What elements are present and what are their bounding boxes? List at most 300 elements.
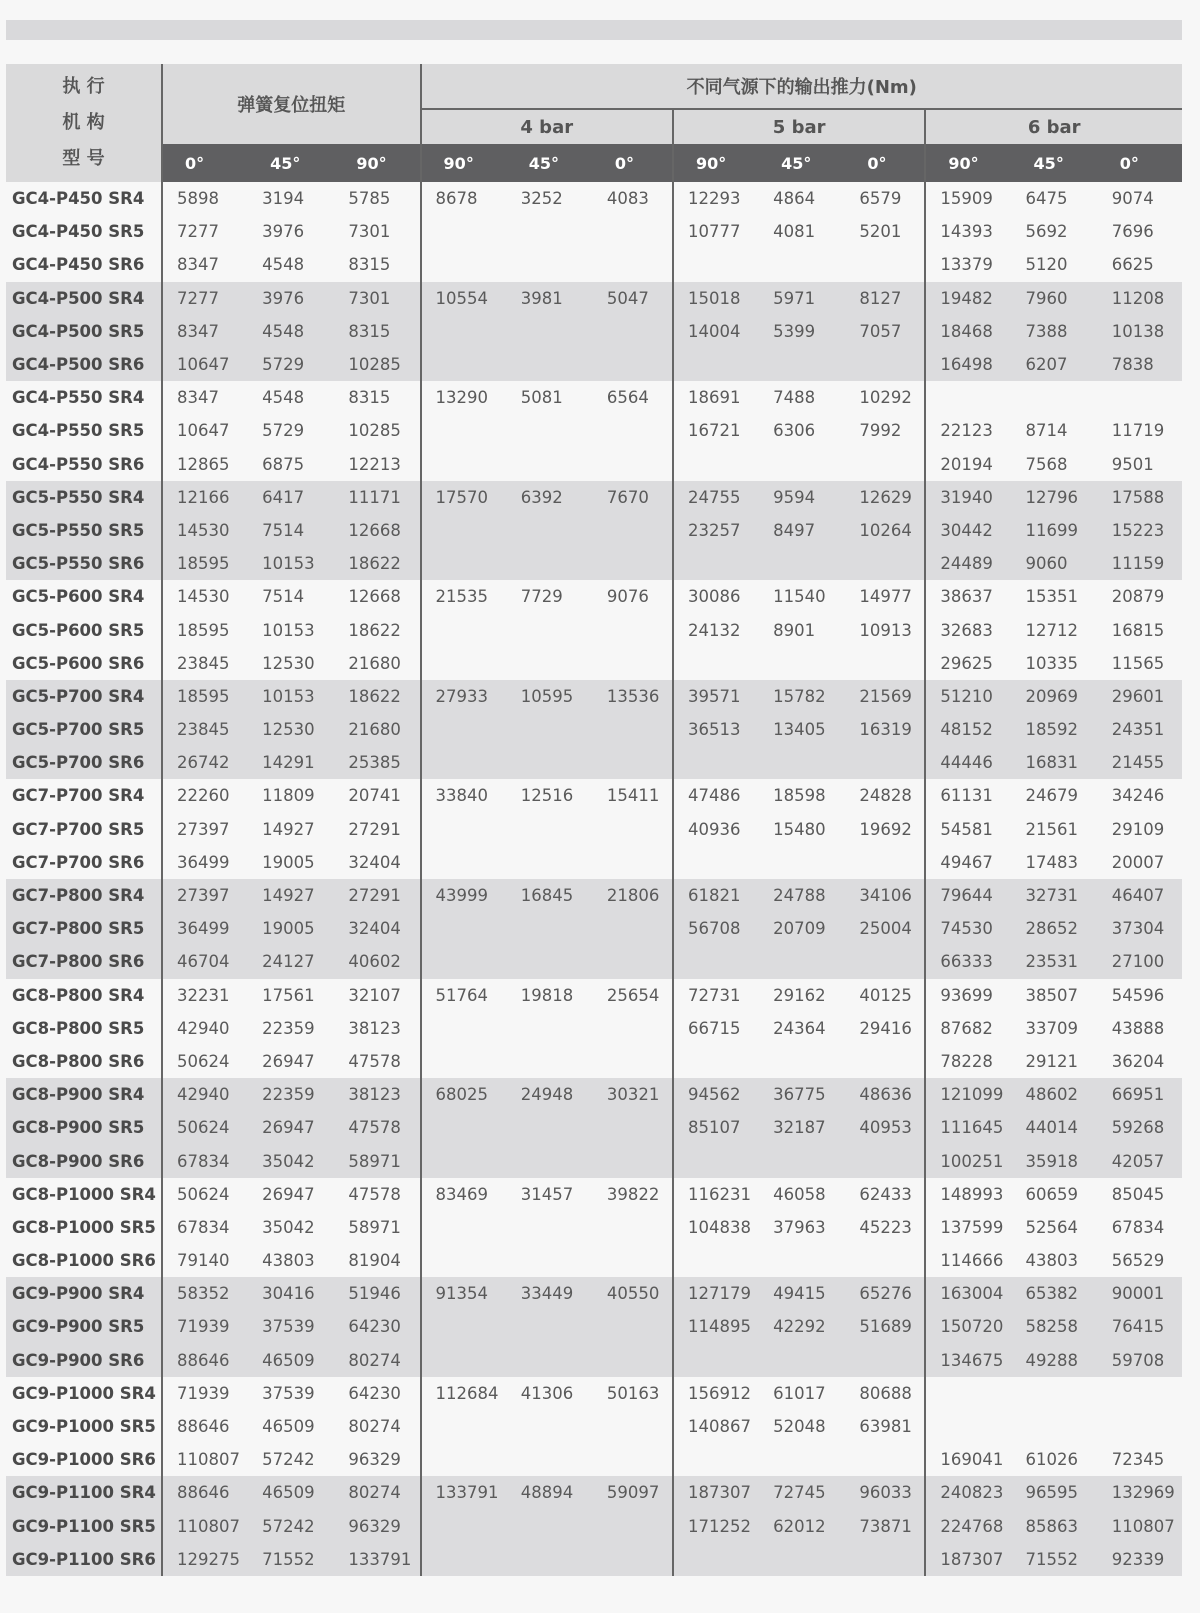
table-row [6, 779, 1182, 812]
table-row [6, 1178, 1182, 1211]
table-row [6, 547, 1182, 580]
top-divider-bar [6, 20, 1182, 40]
value-cell: 19005 [248, 846, 334, 879]
table-row [6, 1277, 1182, 1310]
value-cell [421, 1211, 507, 1244]
table-row [6, 315, 1182, 348]
model-cell: GC9-P1100 SR4 [6, 1476, 162, 1509]
value-cell: 59097 [593, 1476, 673, 1509]
value-cell: 85863 [1012, 1510, 1098, 1543]
value-cell: 24788 [759, 879, 845, 912]
header-angle: 45° [1012, 144, 1098, 182]
value-cell: 42940 [162, 1012, 248, 1045]
value-cell: 67834 [1098, 1211, 1182, 1244]
value-cell: 61017 [759, 1377, 845, 1410]
value-cell: 42057 [1098, 1144, 1182, 1177]
value-cell: 4083 [593, 182, 673, 215]
header-angle: 0° [162, 144, 248, 182]
value-cell: 20879 [1098, 580, 1182, 613]
value-cell: 9501 [1098, 448, 1182, 481]
value-cell: 129275 [162, 1543, 248, 1576]
value-cell: 8347 [162, 315, 248, 348]
value-cell [593, 713, 673, 746]
value-cell: 29109 [1098, 813, 1182, 846]
value-cell: 37539 [248, 1310, 334, 1343]
table-row [6, 680, 1182, 713]
value-cell: 18595 [162, 613, 248, 646]
value-cell: 78228 [925, 1045, 1011, 1078]
value-cell [421, 1045, 507, 1078]
value-cell: 13290 [421, 381, 507, 414]
value-cell: 23531 [1012, 945, 1098, 978]
table-row [6, 813, 1182, 846]
value-cell: 22260 [162, 779, 248, 812]
header-model-cell [6, 64, 162, 182]
header-angle: 90° [925, 144, 1011, 182]
value-cell [845, 647, 925, 680]
value-cell: 8497 [759, 514, 845, 547]
value-cell: 31940 [925, 481, 1011, 514]
value-cell: 30086 [673, 580, 759, 613]
value-cell [421, 248, 507, 281]
table-row [6, 381, 1182, 414]
value-cell: 96595 [1012, 1476, 1098, 1509]
value-cell: 46509 [248, 1476, 334, 1509]
value-cell: 74530 [925, 912, 1011, 945]
value-cell [925, 381, 1011, 414]
value-cell: 10292 [845, 381, 925, 414]
value-cell: 68025 [421, 1078, 507, 1111]
table-row [6, 348, 1182, 381]
value-cell: 85107 [673, 1111, 759, 1144]
value-cell: 25385 [334, 746, 420, 779]
value-cell: 7696 [1098, 215, 1182, 248]
value-cell: 21680 [334, 713, 420, 746]
value-cell: 6207 [1012, 348, 1098, 381]
value-cell: 25004 [845, 912, 925, 945]
value-cell [673, 746, 759, 779]
value-cell [507, 1045, 593, 1078]
value-cell: 35918 [1012, 1144, 1098, 1177]
value-cell: 96329 [334, 1443, 420, 1476]
value-cell: 16319 [845, 713, 925, 746]
value-cell [421, 315, 507, 348]
table-row [6, 713, 1182, 746]
value-cell: 11171 [334, 481, 420, 514]
value-cell: 24828 [845, 779, 925, 812]
value-cell: 20709 [759, 912, 845, 945]
table-row [6, 912, 1182, 945]
value-cell: 46509 [248, 1410, 334, 1443]
value-cell: 81904 [334, 1244, 420, 1277]
table-row [6, 1012, 1182, 1045]
table-row [6, 1410, 1182, 1443]
value-cell [507, 813, 593, 846]
value-cell: 61821 [673, 879, 759, 912]
value-cell: 47578 [334, 1178, 420, 1211]
value-cell [593, 1443, 673, 1476]
value-cell [507, 1310, 593, 1343]
model-cell: GC4-P500 SR4 [6, 282, 162, 315]
value-cell [593, 315, 673, 348]
value-cell: 64230 [334, 1310, 420, 1343]
value-cell: 56708 [673, 912, 759, 945]
value-cell [759, 1144, 845, 1177]
model-cell: GC7-P700 SR6 [6, 846, 162, 879]
value-cell: 38123 [334, 1012, 420, 1045]
value-cell [925, 1377, 1011, 1410]
value-cell [507, 1543, 593, 1576]
value-cell: 6392 [507, 481, 593, 514]
header-angle: 90° [334, 144, 420, 182]
model-cell: GC7-P700 SR5 [6, 813, 162, 846]
value-cell: 12668 [334, 514, 420, 547]
table-row [6, 580, 1182, 613]
table-row [6, 1344, 1182, 1377]
value-cell [593, 215, 673, 248]
value-cell: 24679 [1012, 779, 1098, 812]
header-angle: 90° [421, 144, 507, 182]
value-cell: 58971 [334, 1144, 420, 1177]
value-cell: 67834 [162, 1144, 248, 1177]
value-cell [845, 1045, 925, 1078]
value-cell: 14291 [248, 746, 334, 779]
value-cell: 5201 [845, 215, 925, 248]
value-cell: 36775 [759, 1078, 845, 1111]
value-cell: 5729 [248, 348, 334, 381]
value-cell: 66951 [1098, 1078, 1182, 1111]
value-cell [593, 813, 673, 846]
value-cell: 150720 [925, 1310, 1011, 1343]
value-cell: 73871 [845, 1510, 925, 1543]
value-cell: 30321 [593, 1078, 673, 1111]
value-cell: 5081 [507, 381, 593, 414]
value-cell: 11208 [1098, 282, 1182, 315]
value-cell: 12712 [1012, 613, 1098, 646]
value-cell: 26947 [248, 1045, 334, 1078]
value-cell: 127179 [673, 1277, 759, 1310]
header-spring-return: 弹簧复位扭矩 [162, 64, 421, 144]
value-cell: 18595 [162, 680, 248, 713]
value-cell [593, 1543, 673, 1576]
value-cell: 18622 [334, 613, 420, 646]
value-cell: 87682 [925, 1012, 1011, 1045]
value-cell: 44014 [1012, 1111, 1098, 1144]
model-cell: GC8-P1000 SR6 [6, 1244, 162, 1277]
value-cell [507, 547, 593, 580]
value-cell: 14530 [162, 514, 248, 547]
header-angle: 45° [759, 144, 845, 182]
value-cell: 46704 [162, 945, 248, 978]
value-cell: 47578 [334, 1045, 420, 1078]
value-cell: 111645 [925, 1111, 1011, 1144]
value-cell: 7277 [162, 215, 248, 248]
value-cell: 6625 [1098, 248, 1182, 281]
value-cell: 15909 [925, 182, 1011, 215]
value-cell [593, 248, 673, 281]
value-cell: 48636 [845, 1078, 925, 1111]
value-cell: 71552 [248, 1543, 334, 1576]
value-cell [593, 1344, 673, 1377]
value-cell: 16845 [507, 879, 593, 912]
value-cell [673, 846, 759, 879]
value-cell: 10595 [507, 680, 593, 713]
value-cell [507, 414, 593, 447]
value-cell [1012, 1377, 1098, 1410]
header-model-line-3: 型 号 [62, 148, 105, 169]
value-cell: 104838 [673, 1211, 759, 1244]
value-cell [507, 1410, 593, 1443]
value-cell: 38507 [1012, 979, 1098, 1012]
value-cell: 32683 [925, 613, 1011, 646]
value-cell: 6564 [593, 381, 673, 414]
value-cell: 15351 [1012, 580, 1098, 613]
value-cell: 62433 [845, 1178, 925, 1211]
value-cell: 11719 [1098, 414, 1182, 447]
value-cell: 26742 [162, 746, 248, 779]
value-cell: 19005 [248, 912, 334, 945]
value-cell [673, 1045, 759, 1078]
table-row [6, 448, 1182, 481]
table-row [6, 746, 1182, 779]
value-cell: 32187 [759, 1111, 845, 1144]
value-cell: 14927 [248, 813, 334, 846]
value-cell: 24127 [248, 945, 334, 978]
value-cell: 43803 [248, 1244, 334, 1277]
model-cell: GC4-P500 SR5 [6, 315, 162, 348]
value-cell: 33709 [1012, 1012, 1098, 1045]
value-cell: 10153 [248, 547, 334, 580]
value-cell [673, 1244, 759, 1277]
model-cell: GC5-P600 SR6 [6, 647, 162, 680]
value-cell: 67834 [162, 1211, 248, 1244]
value-cell [421, 448, 507, 481]
value-cell: 10647 [162, 414, 248, 447]
value-cell: 20194 [925, 448, 1011, 481]
value-cell: 32107 [334, 979, 420, 1012]
value-cell [759, 248, 845, 281]
value-cell: 5971 [759, 282, 845, 315]
value-cell: 48152 [925, 713, 1011, 746]
value-cell [507, 1211, 593, 1244]
value-cell [593, 1144, 673, 1177]
header-angle: 0° [1098, 144, 1182, 182]
value-cell [845, 1443, 925, 1476]
value-cell: 5898 [162, 182, 248, 215]
value-cell: 5729 [248, 414, 334, 447]
value-cell: 7301 [334, 215, 420, 248]
value-cell: 163004 [925, 1277, 1011, 1310]
value-cell: 14004 [673, 315, 759, 348]
value-cell: 21535 [421, 580, 507, 613]
value-cell: 18598 [759, 779, 845, 812]
value-cell: 43888 [1098, 1012, 1182, 1045]
model-cell: GC8-P900 SR4 [6, 1078, 162, 1111]
value-cell: 72345 [1098, 1443, 1182, 1476]
value-cell: 3252 [507, 182, 593, 215]
value-cell [507, 248, 593, 281]
value-cell: 8315 [334, 381, 420, 414]
value-cell: 91354 [421, 1277, 507, 1310]
value-cell: 66333 [925, 945, 1011, 978]
value-cell: 49288 [1012, 1344, 1098, 1377]
value-cell: 6475 [1012, 182, 1098, 215]
value-cell: 8315 [334, 248, 420, 281]
value-cell: 58258 [1012, 1310, 1098, 1343]
value-cell [673, 1344, 759, 1377]
value-cell: 93699 [925, 979, 1011, 1012]
header-air-supply: 不同气源下的输出推力(Nm) [421, 64, 1182, 109]
value-cell: 54596 [1098, 979, 1182, 1012]
table-row [6, 182, 1182, 215]
value-cell [673, 248, 759, 281]
value-cell: 6306 [759, 414, 845, 447]
value-cell: 7057 [845, 315, 925, 348]
value-cell [507, 1510, 593, 1543]
value-cell [421, 912, 507, 945]
value-cell: 4548 [248, 315, 334, 348]
value-cell: 76415 [1098, 1310, 1182, 1343]
value-cell [673, 448, 759, 481]
value-cell [421, 846, 507, 879]
value-cell: 36204 [1098, 1045, 1182, 1078]
value-cell: 13405 [759, 713, 845, 746]
value-cell: 27291 [334, 813, 420, 846]
model-cell: GC8-P800 SR5 [6, 1012, 162, 1045]
value-cell [507, 215, 593, 248]
value-cell [507, 1244, 593, 1277]
table-row [6, 846, 1182, 879]
model-cell: GC9-P900 SR4 [6, 1277, 162, 1310]
value-cell: 65382 [1012, 1277, 1098, 1310]
value-cell: 80274 [334, 1410, 420, 1443]
model-cell: GC5-P600 SR5 [6, 613, 162, 646]
value-cell [673, 647, 759, 680]
value-cell: 100251 [925, 1144, 1011, 1177]
value-cell: 46058 [759, 1178, 845, 1211]
table-row [6, 1377, 1182, 1410]
value-cell: 12530 [248, 713, 334, 746]
value-cell: 51764 [421, 979, 507, 1012]
value-cell: 11540 [759, 580, 845, 613]
value-cell: 88646 [162, 1344, 248, 1377]
value-cell: 12629 [845, 481, 925, 514]
value-cell: 51946 [334, 1277, 420, 1310]
value-cell: 28652 [1012, 912, 1098, 945]
value-cell: 3194 [248, 182, 334, 215]
value-cell: 17483 [1012, 846, 1098, 879]
model-cell: GC8-P900 SR6 [6, 1144, 162, 1177]
value-cell: 17570 [421, 481, 507, 514]
model-cell: GC8-P800 SR4 [6, 979, 162, 1012]
value-cell: 79140 [162, 1244, 248, 1277]
value-cell [673, 1144, 759, 1177]
value-cell: 9594 [759, 481, 845, 514]
value-cell: 14393 [925, 215, 1011, 248]
value-cell: 24132 [673, 613, 759, 646]
value-cell [421, 1012, 507, 1045]
value-cell: 21806 [593, 879, 673, 912]
value-cell [759, 348, 845, 381]
value-cell [421, 1410, 507, 1443]
value-cell: 156912 [673, 1377, 759, 1410]
value-cell [673, 1443, 759, 1476]
value-cell: 18622 [334, 680, 420, 713]
value-cell [421, 945, 507, 978]
value-cell: 110807 [162, 1443, 248, 1476]
value-cell: 8347 [162, 248, 248, 281]
value-cell: 43999 [421, 879, 507, 912]
value-cell: 5692 [1012, 215, 1098, 248]
value-cell: 7514 [248, 580, 334, 613]
value-cell: 23845 [162, 647, 248, 680]
value-cell: 14530 [162, 580, 248, 613]
value-cell: 12796 [1012, 481, 1098, 514]
value-cell: 44446 [925, 746, 1011, 779]
header-bar-6: 6 bar [925, 109, 1182, 144]
value-cell [1012, 1410, 1098, 1443]
value-cell: 11699 [1012, 514, 1098, 547]
value-cell: 36499 [162, 846, 248, 879]
value-cell [593, 1012, 673, 1045]
value-cell [759, 647, 845, 680]
value-cell: 79644 [925, 879, 1011, 912]
header-model-line-2: 机 构 [62, 112, 105, 133]
value-cell: 92339 [1098, 1543, 1182, 1576]
model-cell: GC4-P550 SR4 [6, 381, 162, 414]
value-cell: 43803 [1012, 1244, 1098, 1277]
value-cell [759, 448, 845, 481]
value-cell: 4548 [248, 381, 334, 414]
value-cell: 16498 [925, 348, 1011, 381]
value-cell: 10138 [1098, 315, 1182, 348]
value-cell: 15018 [673, 282, 759, 315]
value-cell [759, 1045, 845, 1078]
value-cell: 37304 [1098, 912, 1182, 945]
value-cell [507, 1111, 593, 1144]
model-cell: GC9-P1000 SR4 [6, 1377, 162, 1410]
value-cell: 148993 [925, 1178, 1011, 1211]
value-cell [421, 348, 507, 381]
value-cell: 29625 [925, 647, 1011, 680]
value-cell [507, 1443, 593, 1476]
value-cell: 23845 [162, 713, 248, 746]
model-cell: GC8-P1000 SR5 [6, 1211, 162, 1244]
value-cell: 64230 [334, 1377, 420, 1410]
value-cell: 29121 [1012, 1045, 1098, 1078]
value-cell: 16831 [1012, 746, 1098, 779]
value-cell [593, 912, 673, 945]
value-cell: 48894 [507, 1476, 593, 1509]
value-cell: 21455 [1098, 746, 1182, 779]
value-cell: 10153 [248, 613, 334, 646]
value-cell: 61026 [1012, 1443, 1098, 1476]
table-row [6, 879, 1182, 912]
value-cell: 10153 [248, 680, 334, 713]
value-cell [507, 846, 593, 879]
value-cell: 7960 [1012, 282, 1098, 315]
value-cell: 10285 [334, 348, 420, 381]
value-cell: 32731 [1012, 879, 1098, 912]
table-row [6, 248, 1182, 281]
value-cell [507, 1344, 593, 1377]
model-cell: GC7-P700 SR4 [6, 779, 162, 812]
value-cell: 63981 [845, 1410, 925, 1443]
table-row [6, 514, 1182, 547]
value-cell: 11159 [1098, 547, 1182, 580]
value-cell [1098, 1377, 1182, 1410]
table-row [6, 1443, 1182, 1476]
